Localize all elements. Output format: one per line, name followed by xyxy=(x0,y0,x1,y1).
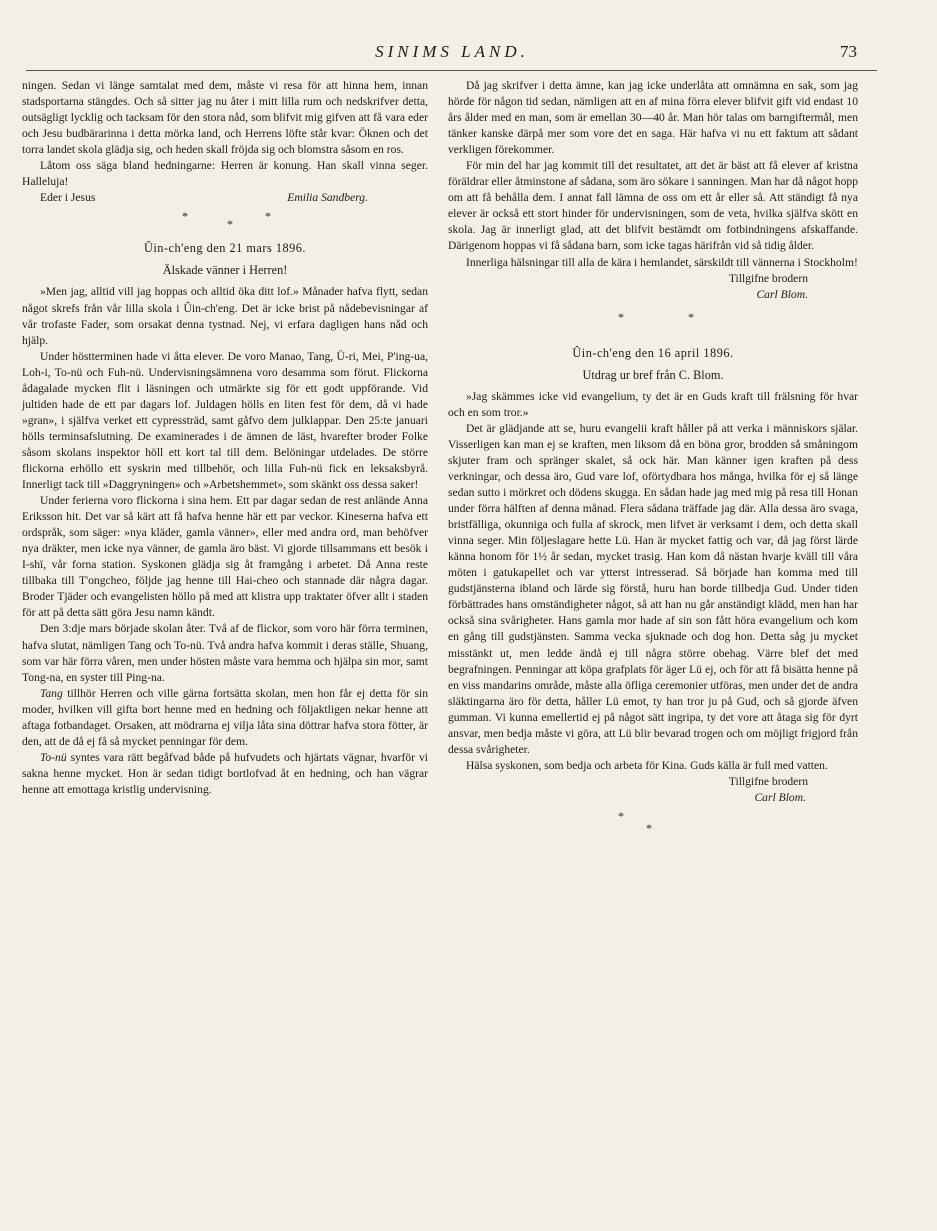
paragraph: Låtom oss säga bland hedningarne: Herren är konung. Han skall vinna seger. Halleluja! xyxy=(22,159,428,189)
signature: Emilia Sandberg. xyxy=(287,191,368,205)
separator-star: * xyxy=(182,209,188,224)
paragraph xyxy=(22,750,428,798)
closing-text: Tillgifne brodern xyxy=(728,774,808,788)
section-separator xyxy=(448,309,858,335)
paragraph: »Men jag, alltid vill jag hoppas och alltid öka ditt lof.» Månader hafva flytt, sedan något skrefs från vår lilla skola i Ûin-ch'eng. Det är icke brist på nådebevisningar af vår trofaste Fader, som orsakat denna tystnad. Nej, vi erfara dagligen hans nåd och hjälp. xyxy=(22,285,428,347)
dateline: Ûin-ch'eng den 21 mars 1896. xyxy=(143,241,307,256)
greeting: Älskade vänner i Herren! xyxy=(162,263,288,278)
separator-star: * xyxy=(618,808,624,823)
paragraph: För min del har jag kommit till det resultatet, att det är bäst att få elever af kristna föräldrar eller åtminstone af sådana, som äro sökare i sanningen. Man har då något hopp om att få behålla dem. I annat fall lämna de oss om ett år eller så. Att ständigt få nya elever är också ett stort hinder för undervisningen, som de veta, hvilka själfva skött en skola. Jag är innerligt glad, att det blifvit bestämdt om fotbindningens afskaffande. Därigenom hoppas vi få sådana barn, som icke tagas härifrån vid så tidig ålder. xyxy=(448,159,858,253)
paragraph: Den 3:dje mars började skolan åter. Två af de flickor, som voro här förra terminen, hafva slutat, nämligen Tang och To-nü. Två andra hafva kommit i deras ställe, Shuang, som var här förra våren, men under hösten måste vara hemma och hjälpa sin mor, samt Tong-na, en syster till Ping-na. xyxy=(22,622,428,684)
section-separator xyxy=(448,806,858,835)
right-column xyxy=(448,78,858,835)
page-number: 73 xyxy=(840,42,857,61)
paragraph: Det är glädjande att se, huru evangelii kraft håller på att verka i människors själar. Visserligen kan man ej se kraften, men liksom då en böna gror, brodden så småningom skjuter fram och spränger skalet, så ock här. Man känner igen kraften på dess verkningar, och dessa äro, Gud vare lof, oförtydbara hos många, hvilka för ej så länge sedan sutto i mörkret och dödens skugga. En sådan hade jag med mig på resa till Honan under förra hälften af denna månad. Flera sådana träffade jag där. Alla dessa äro svaga, bristfälliga, okunniga och fulla af skrock, men lifvet är verksamt i dem, och detta skall vinna seger. Min följeslagare hette Lü. Han är mycket fattig och var, då jag först lärde känna honom för 1½ år sedan, mycket trasig. Han kom då nästan hvarje kväll till våra möten i gatukapellet och var ytterst intresserad. Så började han komma med till gudstjänsterna ibland och lärde sig förstå, huru han borde tillbedja Gud. Under tiden förbättrades hans omständigheter något, så att han nu går anständigt klädd, men han har också sina svårigheter. Hans gamla mor hade af sin son fått höra evangelium och kom en gång till gudstjänsten. Samma vecka sjuknade och dog hon. Detta såg ju mycket misstänkt ut, men ledde ändå ej till några större obehag. Värre blef det med begrafningen. Penningar att köpa grafplats för äger Lü ej, och för att få bisätta henne på en viss mandarins område, måste alla öfliga ceremonier utföras, men under det de andra släktingarna äro för detta, håller Lü emot, ty han tror ju på Gud, och så gjorde äfven gumman. Vi kunna emellertid ej på något sätt ingripa, ty det vore att åtaga sig för dyrt ansvar, men bedja måste vi göra, att Lü blir bevarad trogen och om möjligt frigjord från dessa svårigheter. xyxy=(448,421,858,756)
signature: Carl Blom. xyxy=(754,790,806,804)
paragraph-text: syntes vara rätt begåfvad både på hufvudets och hjärtats vägnar, hvarför vi sakna henne mycket. Hon är sedan tidigt bortlofvad åt en hedning, och han vägrar henne att emottaga kristlig undervisning. xyxy=(22,750,428,796)
paragraph: Under höstterminen hade vi åtta elever. De voro Manao, Tang, Ü-ri, Mei, P'ing-ua, Loh-i, To-nü och Fuh-nü. Undervisningsämnena voro desamma som förut. Flickorna ådagalade mycken flit i läsningen och utmärkte sig för ett godt uppförande. Vid jultiden hade de ett par dagars lof. Juldagen hölls en liten fest för dem, då vi hade »gran», i själfva verket ett cypressträd, samt gåfvo dem julklappar. Den 25:te januari hölls terminsafslutning. De examinerades i de ämnen de läst, hvarefter broder Folke såsom skolans inspektor höll ett kort tal till dem. Belöningar utdelades. De större flickorna erhöllo ett syskrin med tillbehör, och lilla Fuh-nü fick en leksaksbyrå. Innerligt tack till »Daggryningen» och »Arbetshemmet», som skänkt oss dessa saker! xyxy=(22,349,428,492)
person-name: To-nü xyxy=(40,750,67,764)
paragraph-text: tillhör Herren och ville gärna fortsätta skolan, men hon får ej detta för sin moder, hvilken vill gifta bort henne med en hedning och följaktligen nekar henne att aftaga fotbandaget. Orsaken, att mödrarna ej vilja låta sina döttrar hafva stora fötter, är den, att de då ej få så mycket penningar för dem. xyxy=(22,686,428,748)
person-name: Tang xyxy=(40,686,63,700)
page-header xyxy=(0,36,937,76)
dateline: Ûin-ch'eng den 16 april 1896. xyxy=(572,345,734,360)
paragraph: Hälsa syskonen, som bedja och arbeta för Kina. Guds källa är full med vatten. xyxy=(466,758,828,772)
header-rule xyxy=(26,70,877,71)
paragraph: Innerliga hälsningar till alla de kära i hemlandet, särskildt till vännerna i Stockholm! xyxy=(466,255,858,269)
separator-star: * xyxy=(227,217,233,232)
separator-star: * xyxy=(265,209,271,224)
closing-text: Eder i Jesus xyxy=(40,191,96,205)
paragraph: ningen. Sedan vi länge samtalat med dem, måste vi resa för att hinna hem, innan stadsportarna stängdes. Och så sitter jag nu åter i mitt lilla rum och nedskrifver detta, outsägligt lycklig och tacksam för den stora nåd, som blifvit mig gifven att få vara eder och Jesu budbärarinna i detta mörka land, och Herrens löfte står kvar: Öknen och det torra landet skola glädja sig, och heden skall fröjda sig och blomstra såsom en ros. xyxy=(22,79,428,157)
paragraph: Då jag skrifver i detta ämne, kan jag icke underlåta att omnämna en sak, som jag hörde för någon tid sedan, nämligen att en af mina förra elever blifvit gift vid endast 10 års ålder med en man, som är emellan 30—40 år. Man hör talas om barngiftermål, men tänker kanske därpå mer som vore det en saga. Här hafva vi nu ett faktum att sådant verkligen förekommer. xyxy=(448,79,858,157)
left-column xyxy=(22,78,428,798)
paragraph: Under ferierna voro flickorna i sina hem. Ett par dagar sedan de rest anlände Anna Eriksson hit. Det var så kärt att få hafva henne här ett par veckor. Kineserna hafva ett ordspråk, som säger: »nya kläder, gamla vänner», eller med andra ord, man behöfver nya dräkter, men icke nya vänner, de gamla äro bäst. Vi gjorde tillsammans ett besök i I-shï, vår forna station. Syskonen glädja sig åt framgång i arbetet. Då Anna reste tillbaka till T'ongcheo, följde jag henne till Hai-cheo och stannade där några dagar. Broder Tjäder och evangelisten höllo på med att klistra upp traktater öfver allt i staden för att på detta sätt göra Jesu namn kändt. xyxy=(22,494,428,620)
separator-star: * xyxy=(618,309,624,324)
separator-star: * xyxy=(646,820,652,835)
signature: Carl Blom. xyxy=(756,287,808,301)
separator-star: * xyxy=(688,309,694,324)
closing-text: Tillgifne brodern xyxy=(728,271,808,285)
signoff xyxy=(22,190,428,206)
section-separator xyxy=(22,206,428,232)
paragraph xyxy=(22,686,428,750)
paragraph: »Jag skämmes icke vid evangelium, ty det är en Guds kraft till frälsning för hvar och en som tror.» xyxy=(448,389,858,419)
letter-heading: Utdrag ur bref från C. Blom. xyxy=(582,367,724,382)
running-title: SINIMS LAND. xyxy=(375,42,529,61)
